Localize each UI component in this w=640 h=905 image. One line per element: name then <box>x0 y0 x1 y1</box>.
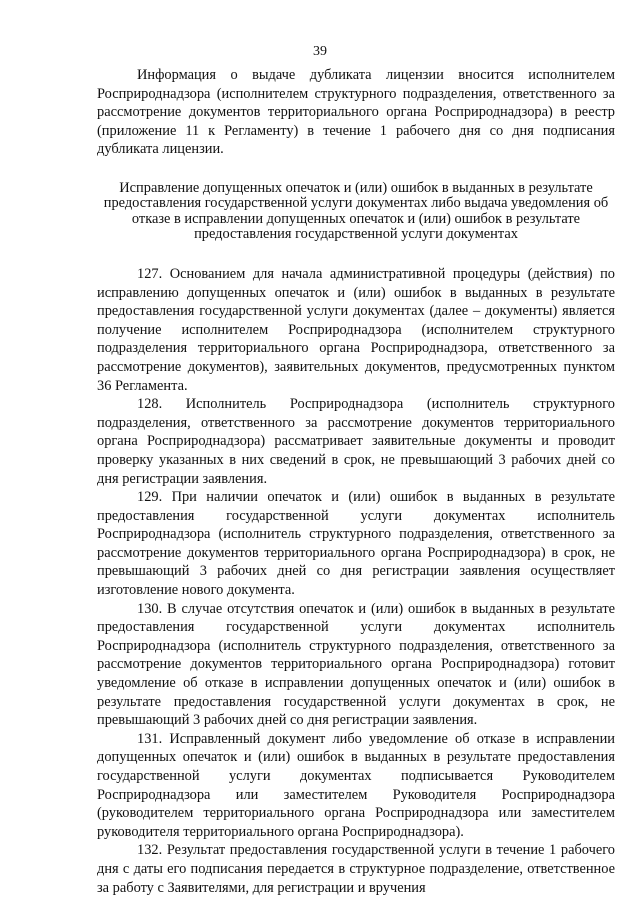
paragraph-127: 127. Основанием для начала административной процедуры (действия) по исправлению допущенных опечаток и (или) ошибок в выданных в результате предоставления государственной услуги документах (далее – документы) является получение исполнителем Росприроднадзора (исполнителем структурного подразделения территориального органа Росприроднадзора, ответственного за рассмотрение документов), заявительных документов, предусмотренных пунктом 36 Регламента. <box>97 265 615 394</box>
document-body <box>97 66 615 897</box>
paragraph-129: 129. При наличии опечаток и (или) ошибок в выданных в результате предоставления государственной услуги документах исполнитель Росприроднадзора (исполнитель структурного подразделения, ответственного за рассмотрение документов территориального органа Росприроднадзора) в срок, не превышающий 3 рабочих дней со дня регистрации заявления осуществляет изготовление нового документа. <box>97 489 615 599</box>
section-heading: Исправление допущенных опечаток и (или) ошибок в выданных в результате предоставления государственной услуги документах либо выдача уведомления об отказе в исправлении допущенных опечаток и (или) ошибок в результате предоставления государственной услуги документах <box>103 179 609 243</box>
page-number: 39 <box>313 44 327 59</box>
intro-paragraph: Информация о выдаче дубликата лицензии вносится исполнителем Росприроднадзора (исполнителем структурного подразделения, ответственного за рассмотрение документов территориального органа Росприроднадзора) в реестр (приложение 11 к Регламенту) в течение 1 рабочего дня со дня подписания дубликата лицензии. <box>97 67 615 158</box>
paragraph-128: 128. Исполнитель Росприроднадзора (исполнитель структурного подразделения, ответственного за рассмотрение документов территориального органа Росприроднадзора) рассматривает заявительные документы и проводит проверку указанных в них сведений в срок, не превышающий 3 рабочих дней со дня регистрации заявления. <box>97 396 615 487</box>
paragraph-132: 132. Результат предоставления государственной услуги в течение 1 рабочего дня с даты его подписания передается в структурное подразделение, ответственное за работу с Заявителями, для регистрации и вручения <box>97 842 615 896</box>
paragraph-131: 131. Исправленный документ либо уведомление об отказе в исправлении допущенных опечаток и (или) ошибок в выданных в результате предоставления государственной услуги документах подписывается Руководителем Росприроднадзора или заместителем Руководителя Росприроднадзора (руководителем территориального органа Росприроднадзора или заместителем руководителя территориального органа Росприроднадзора). <box>97 730 615 840</box>
paragraph-130: 130. В случае отсутствия опечаток и (или) ошибок в выданных в результате предоставления государственной услуги документах исполнитель Росприроднадзора (исполнитель структурного подразделения, ответственного за рассмотрение документов территориального органа Росприроднадзора) готовит уведомление об отказе в исправлении допущенных опечаток и (или) ошибок в результате предоставления государственной услуги документах в срок, не превышающий 3 рабочих дней со дня регистрации заявления. <box>97 600 615 729</box>
